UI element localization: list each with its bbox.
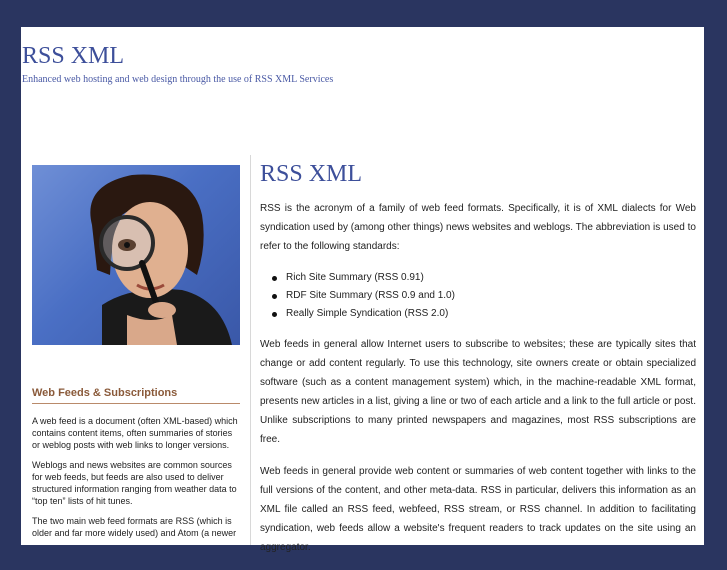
site-tagline: Enhanced web hosting and web design through the use of RSS XML Services	[22, 74, 334, 85]
list-item: RDF Site Summary (RSS 0.9 and 1.0)	[286, 287, 696, 305]
body-paragraph: Web feeds in general provide web content or summaries of web content together with links to the full versions of the content, and other meta-data. RSS in particular, delivers this information as an XML file called an RSS feed, webfeed, RSS stream, or RSS channel. In addition to facilitating syndication, web feeds allow a website's frequent readers to track updates on the site using an aggregator.	[260, 466, 696, 554]
sidebar-paragraph: A web feed is a document (often XML-based) which contains content items, often summaries of stories or weblog posts with web links to longer versions.	[32, 416, 238, 450]
page	[21, 27, 704, 554]
sidebar	[21, 155, 250, 545]
main-title: RSS XML	[260, 161, 363, 187]
main-content	[260, 161, 696, 570]
standards-list	[260, 269, 696, 323]
sidebar-paragraph: The two main web feed formats are RSS (which is older and far more widely used) and Atom (a newer	[32, 516, 237, 538]
sidebar-heading: Web Feeds & Subscriptions	[32, 387, 240, 404]
sidebar-paragraph: Weblogs and news websites are common sources for web feeds, but feeds are also used to deliver structured information ranging from weather data to “top ten” lists of hit tunes.	[32, 460, 237, 506]
column-divider	[250, 155, 251, 545]
hero-photo-woman-magnifier	[32, 165, 240, 345]
body-paragraph: Web feeds in general allow Internet users to subscribe to websites; these are typically sites that change or add content regularly. To use this technology, site owners create or obtain specialized software (such as a content management system) which, in the machine-readable XML format, presents new articles in a list, giving a line or two of each article and a link to the full article or post. Unlike subscriptions to many printed newspapers and magazines, most RSS subscriptions are free.	[260, 339, 696, 446]
list-item: Really Simple Syndication (RSS 2.0)	[286, 305, 696, 323]
list-item: Rich Site Summary (RSS 0.91)	[286, 269, 696, 287]
site-title[interactable]: RSS XML	[22, 43, 125, 69]
magnifier-photo-illustration	[32, 165, 240, 345]
sidebar-text	[32, 415, 240, 547]
intro-paragraph: RSS is the acronym of a family of web feed formats. Specifically, it is of XML dialects for Web syndication used by (among other things) news websites and weblogs. The abbreviation is used to refer to the following standards:	[260, 203, 696, 253]
